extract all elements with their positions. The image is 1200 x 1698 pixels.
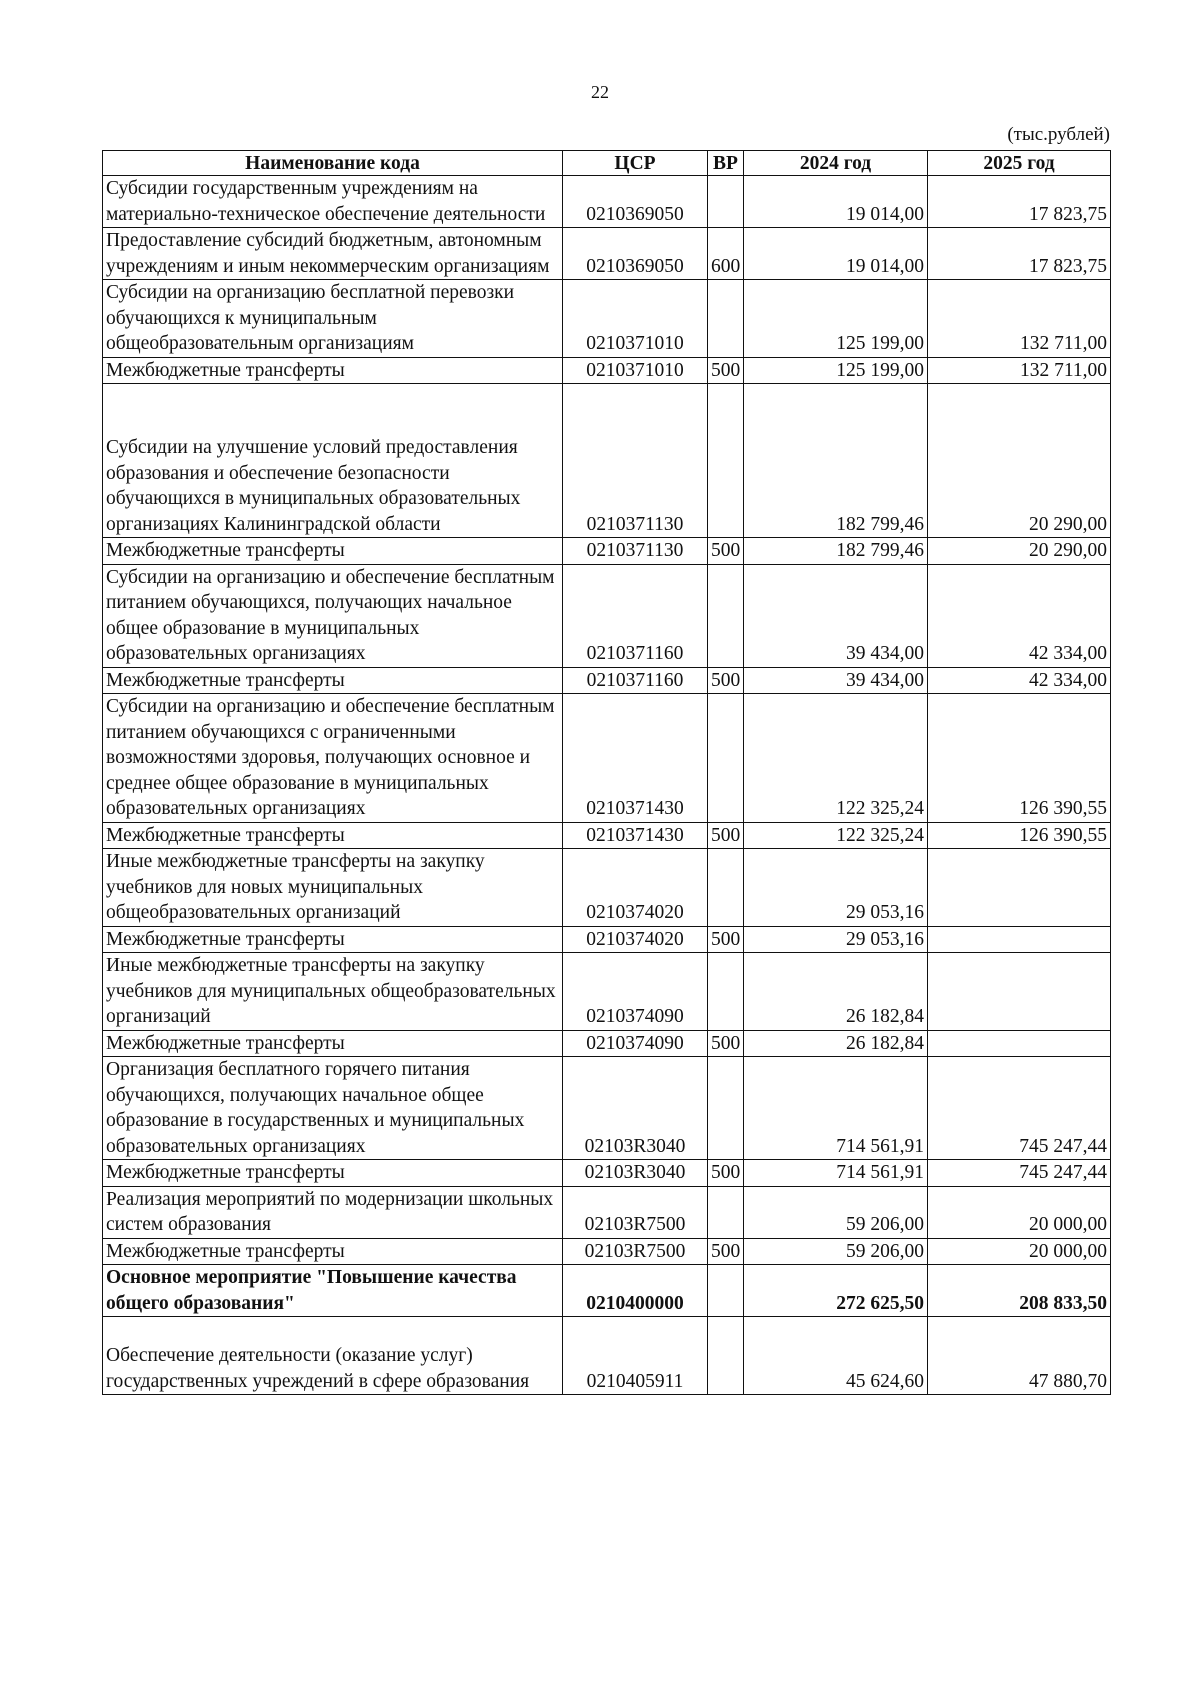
row-2024: 122 325,24 — [744, 694, 928, 823]
row-2024: 45 624,60 — [744, 1317, 928, 1395]
row-2025: 132 711,00 — [928, 280, 1111, 358]
row-2025: 47 880,70 — [928, 1317, 1111, 1395]
row-name: Межбюджетные трансферты — [103, 1160, 563, 1187]
row-name: Межбюджетные трансферты — [103, 538, 563, 565]
row-vr — [708, 1265, 744, 1317]
row-csr: 02103R3040 — [563, 1057, 708, 1160]
row-vr: 500 — [708, 1030, 744, 1057]
row-2024: 714 561,91 — [744, 1160, 928, 1187]
row-csr: 0210369050 — [563, 228, 708, 280]
row-csr: 0210371430 — [563, 822, 708, 849]
row-2025: 126 390,55 — [928, 694, 1111, 823]
row-csr: 0210371160 — [563, 564, 708, 667]
row-2025: 20 000,00 — [928, 1238, 1111, 1265]
row-2024: 26 182,84 — [744, 1030, 928, 1057]
row-name: Иные межбюджетные трансферты на закупку учебников для новых муниципальных общеобразовательных организаций — [103, 849, 563, 927]
row-vr — [708, 280, 744, 358]
row-csr: 0210371130 — [563, 384, 708, 538]
row-csr: 0210371430 — [563, 694, 708, 823]
row-vr — [708, 176, 744, 228]
header-2025: 2025 год — [928, 151, 1111, 176]
table-row — [103, 849, 1111, 927]
header-csr: ЦСР — [563, 151, 708, 176]
row-name: Межбюджетные трансферты — [103, 822, 563, 849]
row-vr — [708, 953, 744, 1031]
row-vr — [708, 694, 744, 823]
row-2024: 29 053,16 — [744, 926, 928, 953]
row-vr: 500 — [708, 926, 744, 953]
table-row — [103, 667, 1111, 694]
row-vr — [708, 1057, 744, 1160]
row-2025: 17 823,75 — [928, 228, 1111, 280]
row-2024: 182 799,46 — [744, 538, 928, 565]
row-vr — [708, 384, 744, 538]
row-vr — [708, 1317, 744, 1395]
table-row — [103, 926, 1111, 953]
row-vr: 500 — [708, 357, 744, 384]
row-csr: 0210405911 — [563, 1317, 708, 1395]
table-row — [103, 538, 1111, 565]
row-name: Организация бесплатного горячего питания обучающихся, получающих начальное общее образование в государственных и муниципальных образовательных организациях — [103, 1057, 563, 1160]
row-2025: 20 290,00 — [928, 384, 1111, 538]
row-csr: 0210369050 — [563, 176, 708, 228]
row-2025: 20 000,00 — [928, 1186, 1111, 1238]
row-csr: 0210371130 — [563, 538, 708, 565]
row-2025: 132 711,00 — [928, 357, 1111, 384]
row-vr: 600 — [708, 228, 744, 280]
row-vr: 500 — [708, 1160, 744, 1187]
row-name: Иные межбюджетные трансферты на закупку учебников для муниципальных общеобразовательных организаций — [103, 953, 563, 1031]
row-2024: 19 014,00 — [744, 228, 928, 280]
row-2024: 122 325,24 — [744, 822, 928, 849]
row-2024: 19 014,00 — [744, 176, 928, 228]
table-row — [103, 1057, 1111, 1160]
row-vr — [708, 849, 744, 927]
table-row — [103, 1030, 1111, 1057]
table-row — [103, 384, 1111, 538]
row-csr: 0210374020 — [563, 926, 708, 953]
row-vr — [708, 564, 744, 667]
table-row — [103, 694, 1111, 823]
row-2024: 59 206,00 — [744, 1238, 928, 1265]
budget-table — [102, 150, 1111, 1395]
table-row — [103, 564, 1111, 667]
row-2025 — [928, 849, 1111, 927]
table-row — [103, 1238, 1111, 1265]
row-name: Межбюджетные трансферты — [103, 667, 563, 694]
table-row — [103, 1160, 1111, 1187]
page-number: 22 — [591, 82, 609, 102]
row-2025: 42 334,00 — [928, 667, 1111, 694]
table-row — [103, 1317, 1111, 1395]
row-2025: 17 823,75 — [928, 176, 1111, 228]
row-2024: 272 625,50 — [744, 1265, 928, 1317]
row-2024: 125 199,00 — [744, 280, 928, 358]
row-name: Субсидии на организацию и обеспечение бесплатным питанием обучающихся с ограниченными возможностями здоровья, получающих основное и среднее общее образование в муниципальных образовательных организациях — [103, 694, 563, 823]
row-vr: 500 — [708, 1238, 744, 1265]
table-row — [103, 176, 1111, 228]
row-csr: 0210371160 — [563, 667, 708, 694]
row-csr: 0210374020 — [563, 849, 708, 927]
row-2024: 182 799,46 — [744, 384, 928, 538]
row-name: Межбюджетные трансферты — [103, 357, 563, 384]
row-vr: 500 — [708, 538, 744, 565]
row-2024: 714 561,91 — [744, 1057, 928, 1160]
row-2025 — [928, 926, 1111, 953]
row-2025: 20 290,00 — [928, 538, 1111, 565]
header-2024: 2024 год — [744, 151, 928, 176]
table-row — [103, 953, 1111, 1031]
table-header-row — [103, 151, 1111, 176]
row-name: Основное мероприятие "Повышение качества общего образования" — [103, 1265, 563, 1317]
row-name: Субсидии на улучшение условий предоставления образования и обеспечение безопасности обучающихся в муниципальных образовательных организациях Калининградской области — [103, 384, 563, 538]
row-name: Межбюджетные трансферты — [103, 926, 563, 953]
row-2024: 125 199,00 — [744, 357, 928, 384]
table-row — [103, 822, 1111, 849]
row-vr — [708, 1186, 744, 1238]
row-csr: 02103R7500 — [563, 1238, 708, 1265]
row-name: Предоставление субсидий бюджетным, автономным учреждениям и иным некоммерческим организациям — [103, 228, 563, 280]
row-2025: 42 334,00 — [928, 564, 1111, 667]
row-name: Межбюджетные трансферты — [103, 1238, 563, 1265]
row-name: Обеспечение деятельности (оказание услуг) государственных учреждений в сфере образования — [103, 1317, 563, 1395]
row-2025: 208 833,50 — [928, 1265, 1111, 1317]
header-vr: ВР — [708, 151, 744, 176]
table-row — [103, 357, 1111, 384]
header-name: Наименование кода — [103, 151, 563, 176]
row-csr: 0210374090 — [563, 953, 708, 1031]
table-row — [103, 228, 1111, 280]
row-name: Субсидии на организацию и обеспечение бесплатным питанием обучающихся, получающих начальное общее образование в муниципальных образовательных организациях — [103, 564, 563, 667]
row-csr: 0210400000 — [563, 1265, 708, 1317]
row-2024: 29 053,16 — [744, 849, 928, 927]
row-2025 — [928, 953, 1111, 1031]
table-row — [103, 280, 1111, 358]
row-name: Реализация мероприятий по модернизации школьных систем образования — [103, 1186, 563, 1238]
row-vr: 500 — [708, 822, 744, 849]
row-csr: 02103R7500 — [563, 1186, 708, 1238]
units-label: (тыс.рублей) — [1007, 124, 1110, 145]
row-name: Субсидии на организацию бесплатной перевозки обучающихся к муниципальным общеобразовательным организациям — [103, 280, 563, 358]
row-2025: 745 247,44 — [928, 1160, 1111, 1187]
row-csr: 0210371010 — [563, 280, 708, 358]
row-csr: 0210374090 — [563, 1030, 708, 1057]
row-2025 — [928, 1030, 1111, 1057]
row-2024: 59 206,00 — [744, 1186, 928, 1238]
table-row-main-activity — [103, 1265, 1111, 1317]
row-name: Субсидии государственным учреждениям на материально-техническое обеспечение деятельности — [103, 176, 563, 228]
row-2024: 39 434,00 — [744, 564, 928, 667]
row-2024: 26 182,84 — [744, 953, 928, 1031]
row-2025: 126 390,55 — [928, 822, 1111, 849]
row-2025: 745 247,44 — [928, 1057, 1111, 1160]
row-vr: 500 — [708, 667, 744, 694]
row-name: Межбюджетные трансферты — [103, 1030, 563, 1057]
row-2024: 39 434,00 — [744, 667, 928, 694]
table-row — [103, 1186, 1111, 1238]
row-csr: 02103R3040 — [563, 1160, 708, 1187]
row-csr: 0210371010 — [563, 357, 708, 384]
